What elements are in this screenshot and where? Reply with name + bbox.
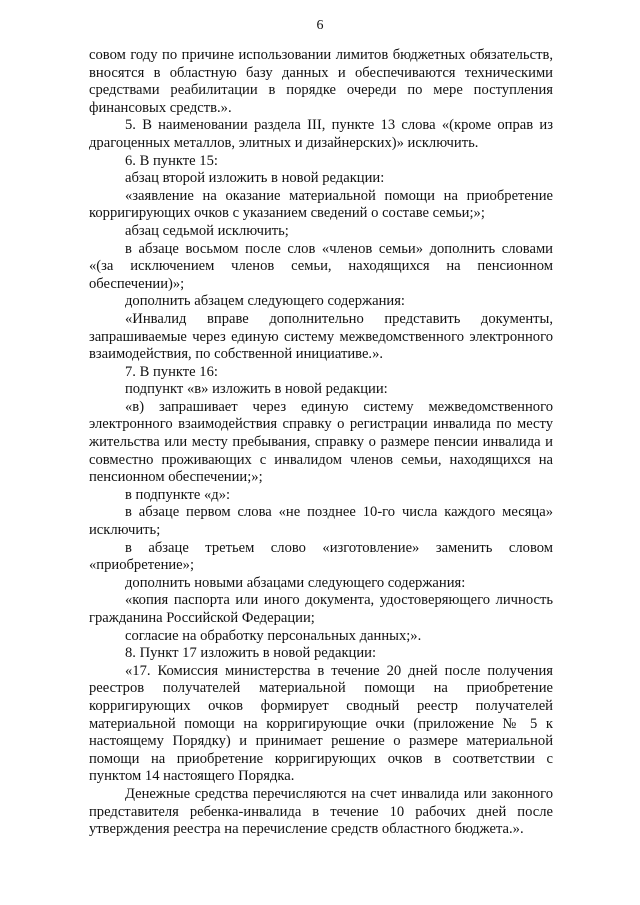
page-number: 6 bbox=[316, 18, 324, 33]
paragraph: «в) запрашивает через единую систему межведомственного электронного взаимодействия справку о регистрации инвалида по месту жительства или месту пребывания, справку о размере пенсии инвалида и совместно проживающих с инвалидом членов семьи, находящихся на пенсионном обеспечении;»; bbox=[89, 398, 553, 486]
paragraph: абзац седьмой исключить; bbox=[125, 222, 289, 239]
paragraph: 5. В наименовании раздела III, пункте 13 слова «(кроме оправ из драгоценных металлов, элитных и дизайнерских)» исключить. bbox=[89, 117, 553, 151]
paragraph: «заявление на оказание материальной помощи на приобретение корригирующих очков с указанием сведений о составе семьи;»; bbox=[89, 187, 553, 222]
paragraph: в абзаце первом слова «не позднее 10-го числа каждого месяца» исключить; bbox=[89, 504, 553, 539]
paragraph: «Инвалид вправе дополнительно представить документы, запрашиваемые через единую систему межведомственного электронного взаимодействия, по собственной инициативе.». bbox=[89, 310, 553, 363]
paragraph: дополнить новыми абзацами следующего содержания: bbox=[125, 574, 466, 591]
paragraph: «копия паспорта или иного документа, удостоверяющего личность гражданина Российской Федерации; bbox=[89, 592, 553, 626]
paragraph: 6. В пункте 15: bbox=[125, 152, 218, 169]
paragraph: Денежные средства перечисляются на счет инвалида или законного представителя ребенка-инвалида в течение 10 рабочих дней после утверждения реестра на перечисление средств областного бюджета.». bbox=[89, 785, 553, 838]
paragraph: абзац второй изложить в новой редакции: bbox=[125, 170, 385, 187]
paragraph: «17. Комиссия министерства в течение 20 дней после получения реестров получателей материальной помощи на приобретение корригирующих очков формирует сводный реестр получателей материальной помощи на корригирующие очки (приложение № 5 к настоящему Порядку) и принимает решение о размере материальной помощи на приобретение корригирующих очков в соответствии с пунктом 14 настоящего Порядка. bbox=[89, 662, 553, 785]
paragraph: в абзаце третьем слово «изготовление» заменить словом «приобретение»; bbox=[89, 539, 553, 574]
document-body bbox=[89, 47, 553, 839]
paragraph: дополнить абзацем следующего содержания: bbox=[125, 293, 405, 310]
paragraph: подпункт «в» изложить в новой редакции: bbox=[125, 381, 388, 398]
paragraph: согласие на обработку персональных данных;». bbox=[125, 627, 422, 644]
paragraph: в абзаце восьмом после слов «членов семьи» дополнить словами «(за исключением членов семьи, находящихся на пенсионном обеспечении)»; bbox=[89, 240, 553, 292]
paragraph: 8. Пункт 17 изложить в новой редакции: bbox=[125, 645, 377, 662]
paragraph: совом году по причине использовании лимитов бюджетных обязательств, вносятся в областную базу данных и обеспечиваются техническими средствами реабилитации в порядке очереди по мере поступления финансовых средств.». bbox=[89, 47, 553, 116]
paragraph: 7. В пункте 16: bbox=[125, 363, 218, 380]
paragraph: в подпункте «д»: bbox=[125, 486, 231, 503]
